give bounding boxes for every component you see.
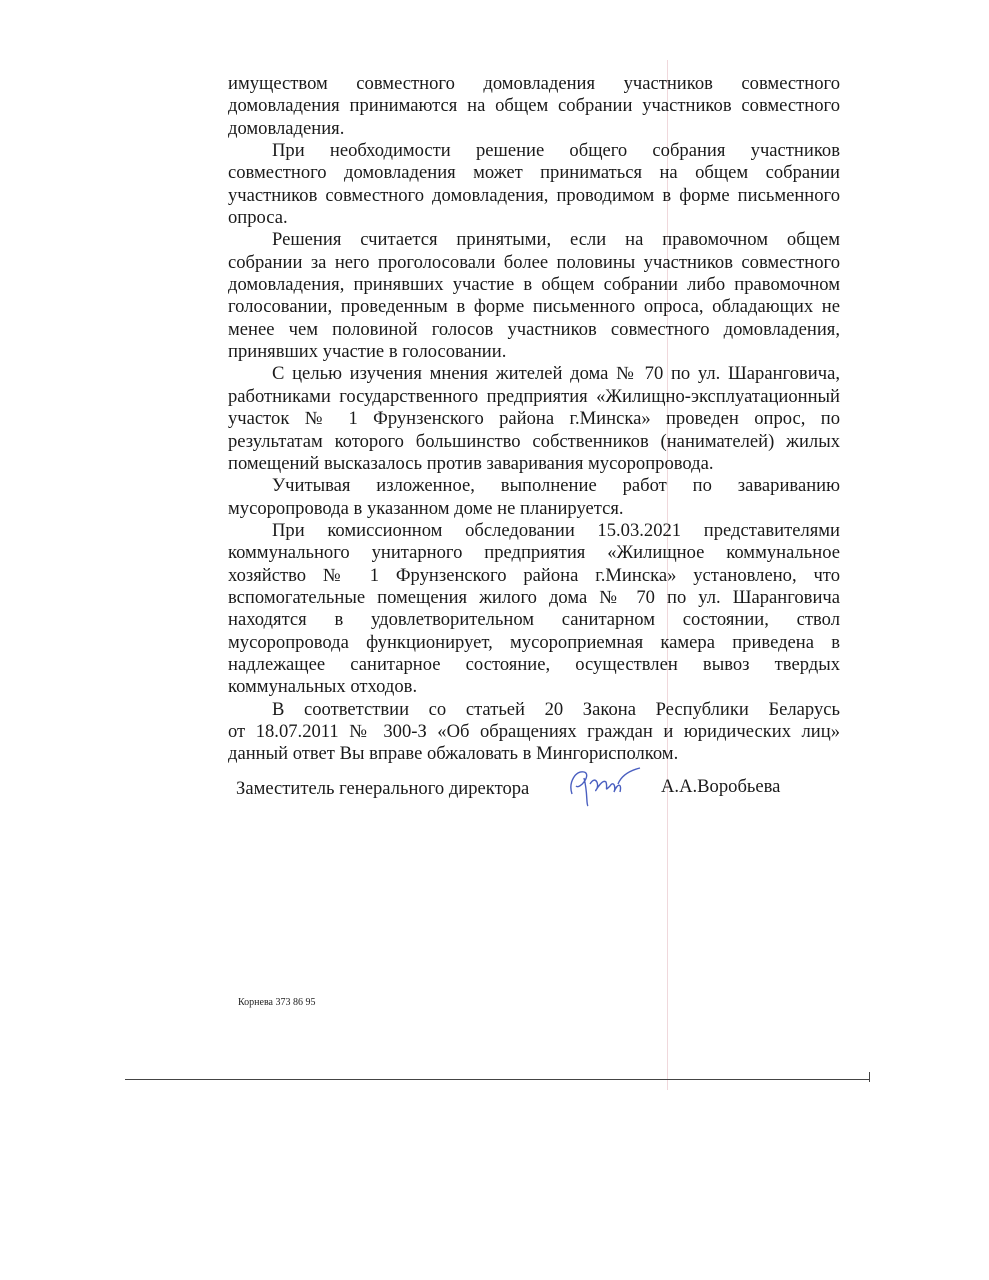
- text-line: участников совместного домовладения, проводимом в форме письменного: [228, 184, 840, 206]
- text-line: собрании за него проголосовали более половины участников совместного: [228, 251, 840, 273]
- text-line: имуществом совместного домовладения участников совместного: [228, 73, 840, 94]
- signatory-position: Заместитель генерального директора: [236, 778, 530, 799]
- text-line: надлежащее санитарное состояние, осуществлен вывоз твердых: [228, 653, 840, 675]
- signature-block: [236, 776, 796, 804]
- paragraph: [228, 520, 840, 699]
- text-line: Решения считается принятыми, если на правомочном общем: [272, 229, 840, 251]
- signatory-name: А.А.Воробьева: [661, 776, 781, 797]
- paragraph: [228, 140, 840, 229]
- text-line: менее чем половиной голосов участников совместного домовладения,: [228, 318, 840, 340]
- paragraph: [228, 363, 840, 475]
- text-line: вспомогательные помещения жилого дома № 70 по ул. Шаранговича: [228, 586, 840, 608]
- text-line: голосовании, проведенным в форме письменного опроса, обладающих не: [228, 296, 840, 318]
- text-line: мусоропровода функционирует, мусороприемная камера приведена в: [228, 631, 840, 653]
- text-line: принявших участие в голосовании.: [228, 341, 507, 363]
- text-line: данный ответ Вы вправе обжаловать в Мингорисполком.: [228, 743, 679, 765]
- text-line: коммунальных отходов.: [228, 676, 418, 698]
- text-line: участок № 1 Фрунзенского района г.Минска» проведен опрос, по: [228, 408, 840, 430]
- text-line: совместного домовладения может приниматься на общем собрании: [228, 162, 840, 184]
- text-line: коммунального унитарного предприятия «Жилищное коммунальное: [228, 542, 840, 564]
- text-line: домовладения, принявших участие в общем собрании либо правомочном: [228, 274, 840, 296]
- text-line: В соответствии со статьей 20 Закона Республики Беларусь: [272, 698, 840, 720]
- text-line: Учитывая изложенное, выполнение работ по завариванию: [272, 475, 840, 497]
- text-line: опроса.: [228, 207, 288, 229]
- paragraph: [228, 699, 840, 766]
- text-line: хозяйство № 1 Фрунзенского района г.Минска» установлено, что: [228, 564, 840, 586]
- text-line: работниками государственного предприятия «Жилищно-эксплуатационный: [228, 385, 840, 407]
- text-line: домовладения принимаются на общем собрании участников совместного: [228, 95, 840, 117]
- text-line: домовладения.: [228, 117, 345, 139]
- executor-contact: Корнева 373 86 95: [238, 997, 316, 1008]
- text-line: находятся в удовлетворительном санитарном состоянии, ствол: [228, 609, 840, 631]
- paragraph: [228, 73, 840, 140]
- letter-body: [228, 73, 840, 766]
- text-line: мусоропровода в указанном доме не планируется.: [228, 497, 624, 519]
- text-line: При комиссионном обследовании 15.03.2021 представителями: [272, 519, 840, 541]
- page-edge-line: [125, 1079, 870, 1080]
- text-line: результатам которого большинство собственников (нанимателей) жилых: [228, 430, 840, 452]
- handwritten-signature: [566, 764, 646, 808]
- text-line: от 18.07.2011 № 300-З «Об обращениях граждан и юридических лиц»: [228, 720, 840, 742]
- text-line: При необходимости решение общего собрания участников: [272, 140, 840, 162]
- text-line: С целью изучения мнения жителей дома № 70 по ул. Шаранговича,: [272, 363, 840, 385]
- paragraph: [228, 229, 840, 363]
- page-corner-mark: [869, 1072, 870, 1082]
- text-line: помещений высказалось против заваривания мусоропровода.: [228, 452, 714, 474]
- paragraph: [228, 475, 840, 520]
